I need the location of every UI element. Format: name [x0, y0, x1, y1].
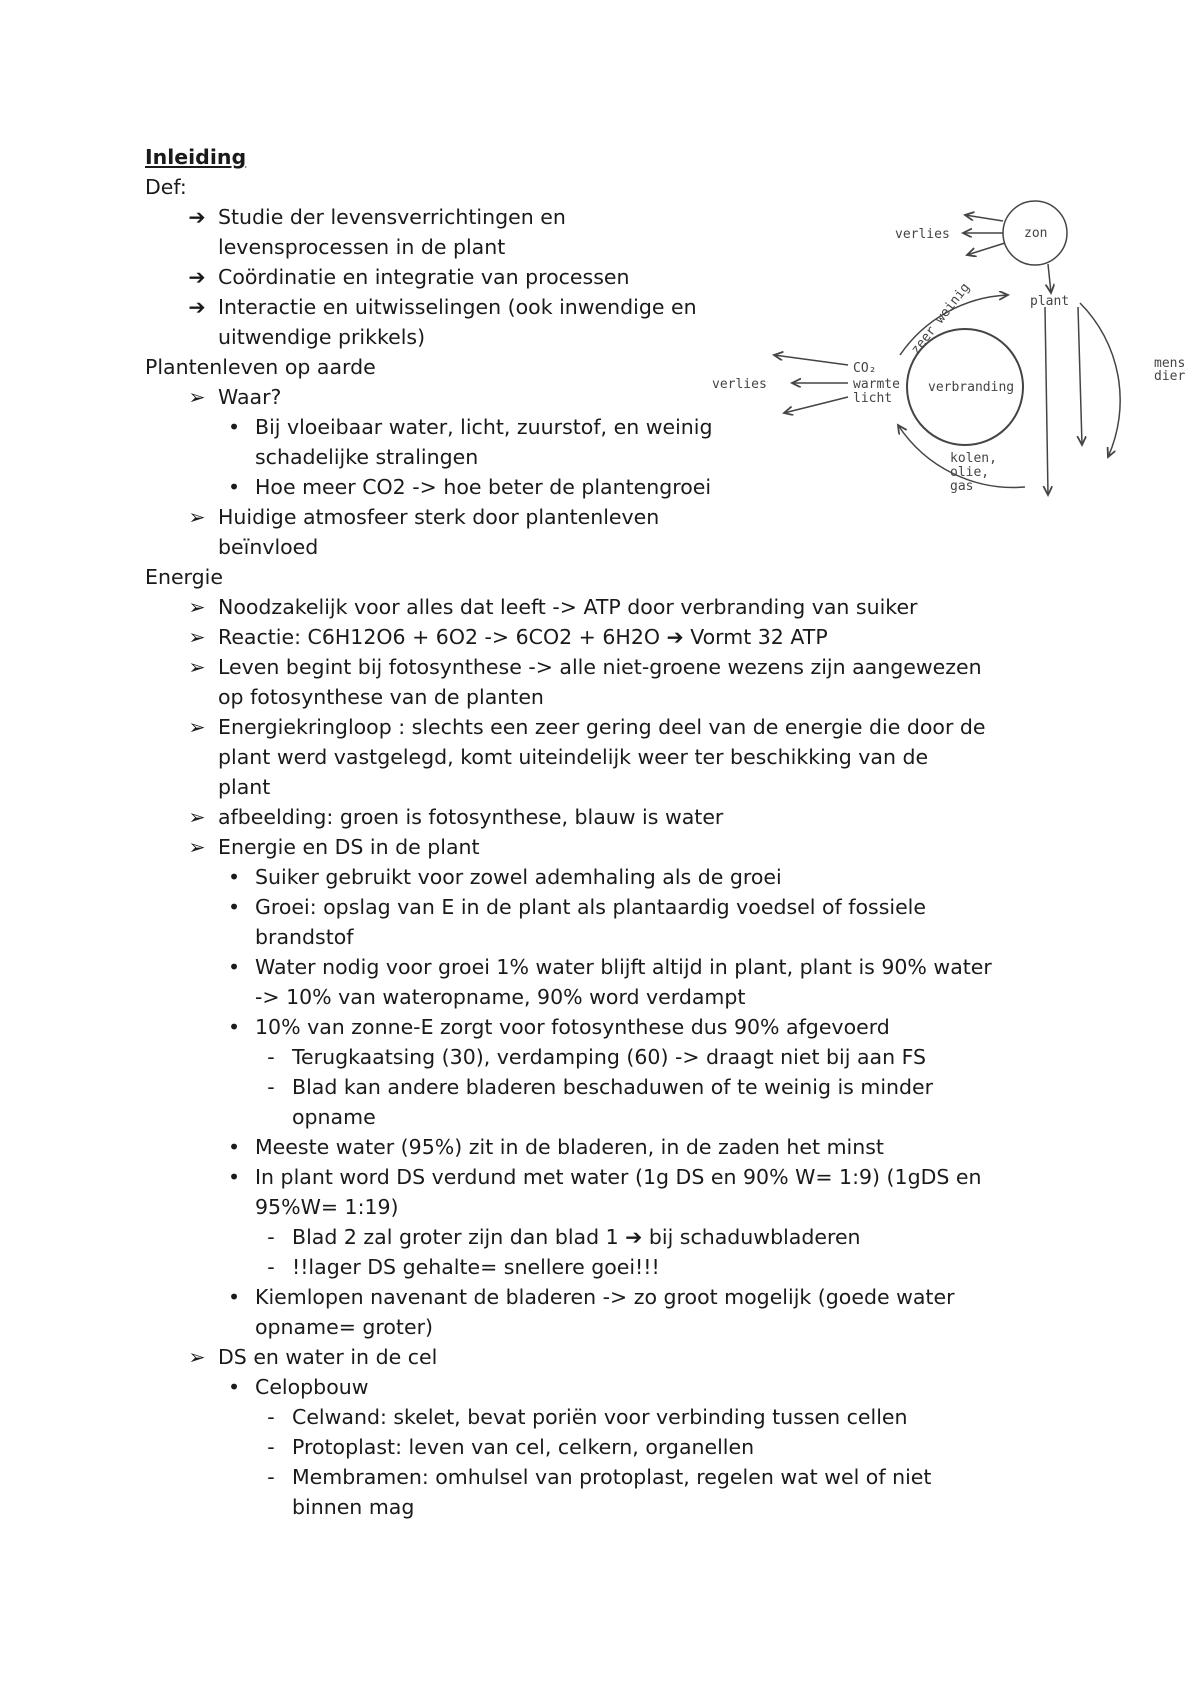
line-text: Protoplast: leven van cel, celkern, organellen — [292, 1435, 755, 1459]
line-text: Blad 2 zal groter zijn dan blad 1 ➔ bij schaduwbladeren — [292, 1225, 861, 1249]
line-text: Waar? — [218, 385, 282, 409]
line-text: opname — [292, 1105, 376, 1129]
diagram-label-zeer-weinig: zeer weinig — [908, 280, 974, 358]
text-line — [145, 742, 1065, 772]
text-line — [145, 1252, 1065, 1282]
text-line — [145, 1312, 1065, 1342]
text-line — [145, 562, 1065, 592]
loss-arrow — [784, 397, 848, 413]
diagram-label-verlies-top: verlies — [895, 227, 950, 242]
bullet-icon: • — [227, 865, 241, 889]
line-text: Membramen: omhulsel van protoplast, regelen wat wel of niet — [292, 1465, 932, 1489]
line-text: plant werd vastgelegd, komt uiteindelijk weer ter beschikking van de — [218, 745, 929, 769]
arrow-icon: ➢ — [188, 655, 206, 679]
line-text: Water nodig voor groei 1% water blijft altijd in plant, plant is 90% water — [255, 955, 992, 979]
line-text: Def: — [145, 175, 187, 199]
dash-icon: - — [267, 1225, 275, 1249]
text-line — [145, 1342, 1065, 1372]
arrow-icon: ➔ — [188, 205, 206, 229]
diagram-label-olie: olie, — [950, 465, 990, 480]
dash-icon: - — [267, 1255, 275, 1279]
loss-arrow — [965, 215, 1003, 221]
line-text: In plant word DS verdund met water (1g DS en 90% W= 1:9) (1gDS en — [255, 1165, 982, 1189]
line-text: Hoe meer CO2 -> hoe beter de plantengroei — [255, 475, 712, 499]
diagram-label-gas: gas — [950, 479, 974, 494]
diagram-label-verlies-left: verlies — [712, 377, 767, 392]
text-line — [145, 1012, 1065, 1042]
line-text: 95%W= 1:19) — [255, 1195, 399, 1219]
line-text: Celopbouw — [255, 1375, 369, 1399]
line-text: uitwendige prikkels) — [218, 325, 426, 349]
text-line — [145, 1192, 1065, 1222]
dash-icon: - — [267, 1045, 275, 1069]
text-line — [145, 1072, 1065, 1102]
bullet-icon: • — [227, 895, 241, 919]
line-text: Leven begint bij fotosynthese -> alle niet-groene wezens zijn aangewezen — [218, 655, 982, 679]
text-line — [145, 1432, 1065, 1462]
arrow-icon: ➢ — [188, 625, 206, 649]
arrow-icon: ➔ — [188, 295, 206, 319]
text-line — [145, 622, 1065, 652]
line-text: beïnvloed — [218, 535, 319, 559]
text-line — [145, 1372, 1065, 1402]
arrow-icon: ➢ — [188, 505, 206, 529]
line-text: Coördinatie en integratie van processen — [218, 265, 630, 289]
diagram-label-warmte: warmte — [853, 377, 900, 392]
line-text: Suiker gebruikt voor zowel ademhaling als de groei — [255, 865, 782, 889]
text-line — [145, 1492, 1065, 1522]
text-line — [145, 952, 1065, 982]
line-text: plant — [218, 775, 271, 799]
line-text: opname= groter) — [255, 1315, 433, 1339]
line-text: Celwand: skelet, bevat poriën voor verbinding tussen cellen — [292, 1405, 908, 1429]
text-line — [145, 1462, 1065, 1492]
dash-icon: - — [267, 1435, 275, 1459]
line-text: afbeelding: groen is fotosynthese, blauw is water — [218, 805, 724, 829]
text-line — [145, 922, 1065, 952]
line-text: levensprocessen in de plant — [218, 235, 506, 259]
line-text: brandstof — [255, 925, 354, 949]
line-text: Energie — [145, 565, 223, 589]
diagram-label-kolen: kolen, — [950, 451, 997, 466]
dash-icon: - — [267, 1075, 275, 1099]
line-text: Studie der levensverrichtingen en — [218, 205, 566, 229]
bullet-icon: • — [227, 415, 241, 439]
text-line — [145, 1162, 1065, 1192]
line-text: Meeste water (95%) zit in de bladeren, in de zaden het minst — [255, 1135, 884, 1159]
cycle-arc-right — [1080, 303, 1120, 457]
diagram-label-co2: CO₂ — [853, 361, 877, 376]
diagram-label-verbranding: verbranding — [928, 380, 1015, 395]
text-line — [145, 1282, 1065, 1312]
diagram-label-mens: mens — [1154, 356, 1186, 371]
diagram-label-plant: plant — [1030, 294, 1070, 309]
line-text: Bij vloeibaar water, licht, zuurstof, en weinig — [255, 415, 713, 439]
text-line — [145, 1042, 1065, 1072]
sun-to-plant-arrow — [1048, 264, 1051, 293]
text-line — [145, 802, 1065, 832]
mens-dier-arrow — [1078, 307, 1082, 445]
text-line — [145, 1132, 1065, 1162]
arrow-icon: ➢ — [188, 1345, 206, 1369]
line-text: 10% van zonne-E zorgt voor fotosynthese dus 90% afgevoerd — [255, 1015, 890, 1039]
text-line — [145, 682, 1065, 712]
line-text: -> 10% van wateropname, 90% word verdampt — [255, 985, 746, 1009]
line-text: DS en water in de cel — [218, 1345, 438, 1369]
text-line — [145, 892, 1065, 922]
text-line — [145, 652, 1065, 682]
bullet-icon: • — [227, 1135, 241, 1159]
plant-to-fossil-arrow — [1045, 307, 1048, 495]
loss-arrow — [967, 243, 1005, 255]
text-line — [145, 832, 1065, 862]
section-heading: Inleiding — [145, 145, 247, 169]
line-text: Noodzakelijk voor alles dat leeft -> ATP door verbranding van suiker — [218, 595, 918, 619]
line-text: Energiekringloop : slechts een zeer gering deel van de energie die door de — [218, 715, 986, 739]
line-text: !!lager DS gehalte= snellere goei!!! — [292, 1255, 660, 1279]
text-line — [145, 1402, 1065, 1432]
diagram-label-dier: dier — [1154, 369, 1186, 384]
text-line — [145, 1102, 1065, 1132]
line-text: schadelijke stralingen — [255, 445, 479, 469]
arrow-icon: ➢ — [188, 805, 206, 829]
line-text: Interactie en uitwisselingen (ook inwendige en — [218, 295, 697, 319]
line-text: Energie en DS in de plant — [218, 835, 480, 859]
text-line — [145, 982, 1065, 1012]
arrow-icon: ➢ — [188, 715, 206, 739]
line-text: Huidige atmosfeer sterk door plantenleven — [218, 505, 660, 529]
diagram-label-licht: licht — [853, 391, 893, 406]
dash-icon: - — [267, 1405, 275, 1429]
line-text: Groei: opslag van E in de plant als plantaardig voedsel of fossiele — [255, 895, 926, 919]
arrow-icon: ➔ — [188, 265, 206, 289]
line-text: Terugkaatsing (30), verdamping (60) -> draagt niet bij aan FS — [292, 1045, 927, 1069]
text-line — [145, 712, 1065, 742]
line-text: Blad kan andere bladeren beschaduwen of te weinig is minder — [292, 1075, 934, 1099]
bullet-icon: • — [227, 1375, 241, 1399]
diagram-label-zon: zon — [1024, 226, 1048, 241]
arrow-icon: ➢ — [188, 835, 206, 859]
line-text: Kiemlopen navenant de bladeren -> zo groot mogelijk (goede water — [255, 1285, 955, 1309]
bullet-icon: • — [227, 1285, 241, 1309]
text-line — [145, 862, 1065, 892]
bullet-icon: • — [227, 955, 241, 979]
text-line — [145, 772, 1065, 802]
loss-arrow — [774, 355, 848, 365]
line-text: Plantenleven op aarde — [145, 355, 376, 379]
bullet-icon: • — [227, 475, 241, 499]
bullet-icon: • — [227, 1165, 241, 1189]
arrow-icon: ➢ — [188, 595, 206, 619]
bullet-icon: • — [227, 1015, 241, 1039]
arrow-icon: ➢ — [188, 385, 206, 409]
line-text: op fotosynthese van de planten — [218, 685, 544, 709]
dash-icon: - — [267, 1465, 275, 1489]
line-text: Reactie: C6H12O6 + 6O2 -> 6CO2 + 6H2O ➔ Vormt 32 ATP — [218, 625, 828, 649]
text-line — [145, 592, 1065, 622]
line-text: binnen mag — [292, 1495, 415, 1519]
energy-cycle-diagram — [712, 195, 1190, 545]
text-line — [145, 1222, 1065, 1252]
